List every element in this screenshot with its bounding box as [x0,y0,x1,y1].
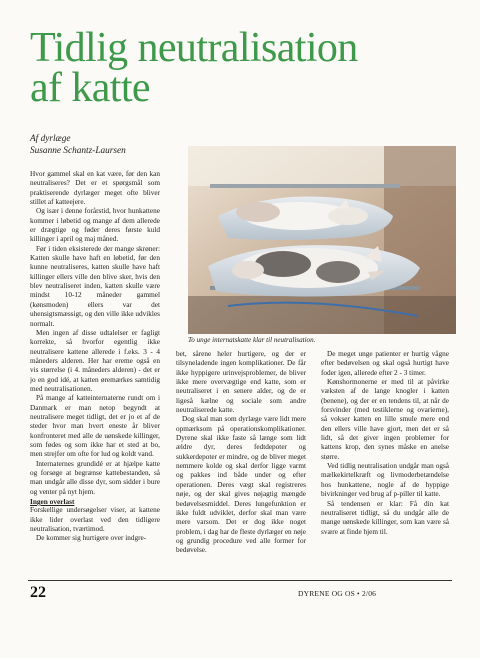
body-paragraph: På mange af katteinternaterne rundt om i Danmark er man netop begyndt at neutralisere meget tidligt, det er jo et af de steder hvor man hvert eneste år bliver konfronteret med alle de uønskede killinger, som fødes og som ikke har et sted at bo, men strejfer om ofte for lud og koldt vand. [30,394,160,459]
body-paragraph: Kønshormonerne er med til at påvirke væksten af de lange knogler i katten (benene), og der er en tendens til, at når de forsvinder (med testiklerne og ovarierne), så vokser katten en lille smule mere end den ellers ville have gjort, men det er så lidt, så det giver ingen problemer for kattens krop, den synes måske en anelse større. [321,378,449,461]
body-paragraph: Dog skal man som dyrlæge være lidt mere opmærksom på operationskomplikationer. Dyrene skal ikke faste så længe som lidt ældre dyr, deres fedtdepoter og sukkerdepoter er mindre, og de bliver meget nemmere kolde og skal derfor ligge varmt og pakkes ind både under og efter operationen. Deres vægt skal registreres nøje, og der skal gives nøjagtig mængde bedøvelsesmiddel. Deres lungefunktion er ikke fuldt udviklet, derfor skal man være mere varsom. Det er dog ikke noget problem, i dag har de fleste dyrlæger en nøje og grundig procedure ved alle former for bedøvelse. [176,415,306,555]
footer-divider [28,580,452,581]
body-paragraph: Men ingen af disse udtalelser er fagligt korrekte, så hvorfor egentlig ikke neutralisere kattene allerede i f.eks. 3 - 4 måneders alderen. Her har ereme også en vis størrelse (i 4. måneders alderen) - det er jo en god idé, at katten øremærkes samtidig med neutralisationen. [30,328,160,393]
kittens-on-surgery-table-image [188,146,456,334]
body-paragraph: Internaternes grundidé er at hjælpe katte og forsøge at begrænse kattebestanden, så man undgår alle disse dyr, som sidder i bure og venter på nyt hjem. [30,459,160,496]
byline-author: Susanne Schantz-Laursen [30,145,126,156]
body-paragraph: Ved tidlig neutralisation undgår man også mælkekirtelkræft og livmoderbetændelse hos hunkattene, nogle af de hyppige bivirkninger ved brug af p-piller til katte. [321,462,449,499]
title-line: Tidlig neutralisation [30,25,358,71]
byline [30,134,190,157]
body-paragraph: Hvor gammel skal en kat være, før den kan neutraliseres? Det er et spørgsmål som praktiserende dyrlæger meget ofte bliver stillet af katteejere. [30,170,160,207]
body-paragraph: Før i tiden eksisterede der mange skrøner: Katten skulle have haft en løbetid, før den kunne neutraliseres, katten skulle have haft killinger ellers ville den blive sker, hvis den blev neutraliseret inden, katten skulle være mindst 10-12 måneder gammel (kønsmoden) ellers var det uhensigtsmæssigt, og den ville ikke udvikles normalt. [30,244,160,328]
byline-role: Af dyrlæge [30,134,71,144]
photo-caption: To unge internatskatte klar til neutralisation. [188,336,316,344]
section-heading: Ingen overlast [30,497,75,507]
body-paragraph: Forskellige undersøgelser viser, at kattene ikke lider overlast ved den tidligere neutralisation, tværtimod. [30,506,160,534]
text-column-3 [321,350,449,568]
magazine-issue: DYRENE OG OS • 2/06 [298,589,377,598]
article-photo [188,146,456,334]
body-paragraph: De meget unge patienter er hurtig vågne efter bedøvelsen og skal også hurtigt have foder igen, allerede efter 2 - 3 timer. [321,350,449,377]
page-number: 22 [30,584,46,601]
text-column-2 [176,350,306,568]
title-line: af katte [30,65,150,111]
article-title [30,25,460,111]
body-paragraph: Og især i denne forårstid, hvor hunkattene kommer i løbetid og mange af dem allerede er drægtige og føder deres første kuld killinger i april og maj måned. [30,207,160,244]
body-paragraph: bet, sårene heler hurtigere, og der er tilsyneladende ingen komplikationer. De får ikke hyppigere urinvejsproblemer, de bliver ikke mere overvægtige end katte, som er neutraliseret i en senere alder, og de er ligeså kælne og sociale som andre neutraliserede katte. [176,350,306,415]
body-paragraph: De kommer sig hurtigere over indgre- [36,534,147,543]
text-column-1 [30,170,160,568]
body-paragraph: Så tendensen er klar: Få din kat neutraliseret tidligt, så du undgår alle de mange uønskede killinger, som kan være så svære at finde hjem til. [321,499,449,536]
